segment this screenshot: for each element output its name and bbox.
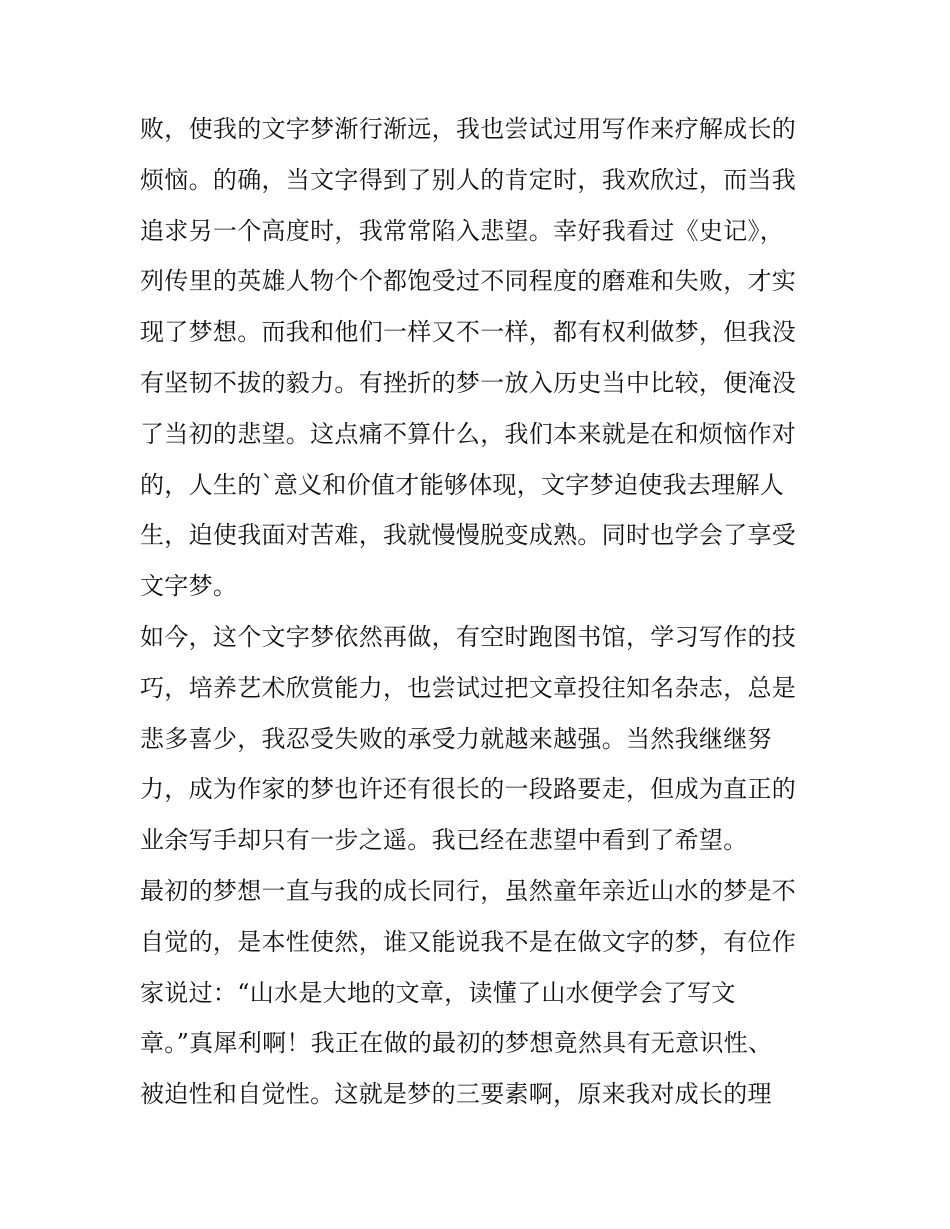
text-line: 自觉的，是本性使然，谁又能说我不是在做文字的梦，有位作: [140, 927, 797, 956]
text-line: 章。”真犀利啊！我正在做的最初的梦想竟然具有无意识性、: [140, 1029, 773, 1058]
text-line: 了当初的悲望。这点痛不算什么，我们本来就是在和烦恼作对: [140, 419, 797, 448]
text-line: 败，使我的文字梦渐行渐远，我也尝试过用写作来疗解成长的: [140, 115, 797, 143]
text-line: 最初的梦想一直与我的成长同行，虽然童年亲近山水的梦是不: [140, 876, 797, 905]
text-line: 悲多喜少，我忍受失败的承受力就越来越强。当然我继继努: [140, 724, 772, 753]
text-line: 巧，培养艺术欣赏能力，也尝试过把文章投往知名杂志，总是: [140, 673, 797, 702]
text-line: 力，成为作家的梦也许还有很长的一段路要走，但成为直正的: [140, 775, 797, 804]
text-line: 烦恼。的确，当文字得到了别人的肯定时，我欢欣过，而当我: [140, 165, 797, 194]
text-line: 追求另一个高度时，我常常陷入悲望。幸好我看过《史记》，: [140, 216, 785, 245]
text-line: 生，迫使我面对苦难，我就慢慢脱变成熟。同时也学会了享受: [140, 521, 797, 550]
text-line: 的，人生的`意义和价值才能够体现，文字梦迫使我去理解人: [140, 470, 785, 499]
text-line: 现了梦想。而我和他们一样又不一样，都有权利做梦，但我没: [140, 318, 797, 347]
text-line: 业余写手却只有一步之遥。我已经在悲望中看到了希望。: [140, 826, 748, 855]
text-line: 家说过：“山水是大地的文章，读懂了山水便学会了写文: [140, 978, 736, 1007]
text-line: 被迫性和自觉性。这就是梦的三要素啊，原来我对成长的理: [140, 1080, 772, 1109]
body-text: [140, 104, 820, 1120]
text-line: 列传里的英雄人物个个都饱受过不同程度的磨难和失败，才实: [140, 267, 797, 296]
text-line: 文字梦。: [140, 572, 238, 601]
text-line: 有坚韧不拔的毅力。有挫折的梦一放入历史当中比较，便淹没: [140, 368, 797, 397]
text-line: 如今，这个文字梦依然再做，有空时跑图书馆，学习写作的技: [140, 622, 797, 651]
